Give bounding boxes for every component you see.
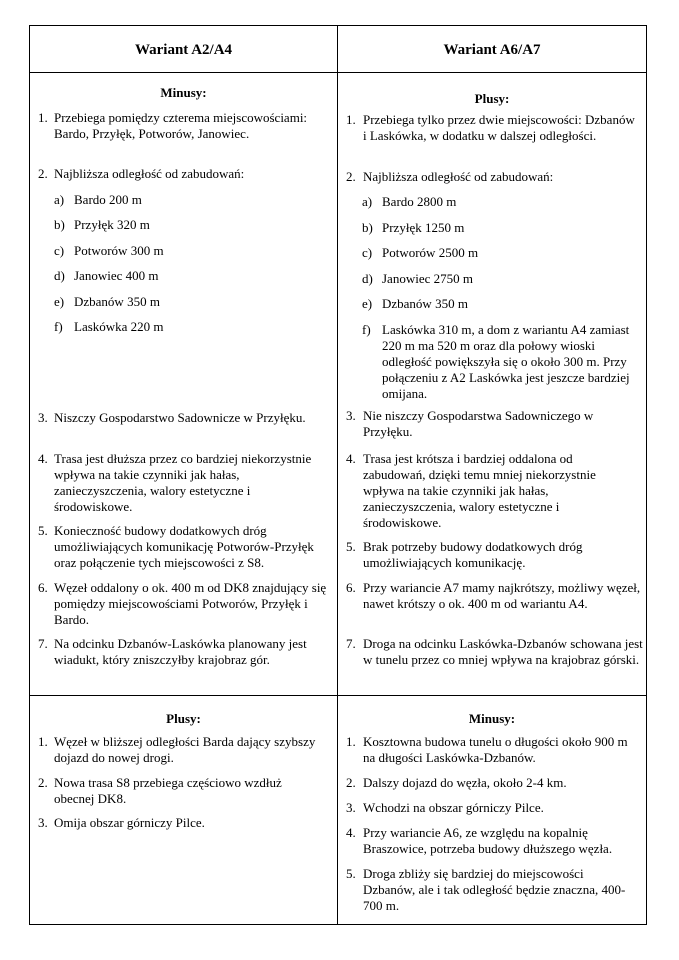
item-number: 6. [346, 580, 356, 595]
bottom-left-cell [30, 696, 337, 925]
item-text: Kosztowna budowa tunelu o długości około 900 m na długości Laskówka-Dzbanów. [363, 734, 628, 765]
item-text: Trasa jest dłuższa przez co bardziej niekorzystnie wpływa na takie czynniki jak hałas, zanieczyszczenia, walory estetyczne i środowiskowe. [54, 451, 312, 514]
item-text: Droga zbliży się bardziej do miejscowości Dzbanów, ale i tak odległość będzie znaczna, 400-700 m. [363, 866, 626, 913]
item-text: Dzbanów 350 m [382, 296, 468, 311]
item-number: 2. [346, 169, 356, 184]
item-text: Przyłęk 1250 m [382, 220, 465, 235]
top-left-cell [30, 73, 337, 695]
item-text: Laskówka 220 m [74, 319, 164, 334]
bottom-right-cell [338, 696, 646, 925]
item-number: 2. [38, 775, 48, 790]
item-number: 4. [346, 451, 356, 466]
item-number: 1. [38, 734, 48, 749]
item-number: 2. [346, 775, 356, 790]
item-text: Węzeł w bliższej odległości Barda dający szybszy dojazd do nowej drogi. [54, 734, 316, 765]
item-letter: c) [362, 245, 373, 260]
item-text: Na odcinku Dzbanów-Laskówka planowany jest wiadukt, który zniszczyłby krajobraz gór. [54, 636, 307, 667]
item-number: 3. [346, 800, 356, 815]
item-number: 1. [346, 734, 356, 749]
item-number: 7. [346, 636, 356, 651]
top-right-cell [338, 73, 646, 695]
item-number: 3. [346, 408, 356, 423]
item-number: 6. [38, 580, 48, 595]
item-text: Laskówka 310 m, a dom z wariantu A4 zamiast 220 m ma 520 m oraz dla połowy wioski odległość powiększyła się o około 300 m. Przy połączeniu z A2 Laskówka jest jeszcze bardziej omijana. [382, 322, 630, 401]
item-text: Przy wariancie A6, ze względu na kopalnię Braszowice, potrzeba budowy dłuższego węzła. [363, 825, 613, 856]
item-letter: c) [54, 243, 65, 258]
item-text: Potworów 2500 m [382, 245, 479, 260]
item-letter: b) [54, 217, 65, 232]
item-text: Przy wariancie A7 mamy najkrótszy, możliwy węzeł, nawet krótszy o ok. 400 m od wariantu A4. [363, 580, 641, 611]
item-text: Omija obszar górniczy Pilce. [54, 815, 205, 830]
item-text: Przyłęk 320 m [74, 217, 150, 232]
item-letter: f) [54, 319, 63, 334]
item-text: Wchodzi na obszar górniczy Pilce. [363, 800, 544, 815]
top-right-title: Plusy: [474, 91, 510, 106]
item-text: Dalszy dojazd do węzła, około 2-4 km. [363, 775, 567, 790]
item-number: 2. [38, 166, 48, 181]
item-text: Nie niszczy Gospodarstwa Sadowniczego w Przyłęku. [363, 408, 594, 439]
item-text: Węzeł oddalony o ok. 400 m od DK8 znajdujący się pomiędzy miejscowościami Potworów, Przyłęk i Bardo. [54, 580, 327, 627]
item-text: Niszczy Gospodarstwo Sadownicze w Przyłęku. [54, 410, 306, 425]
item-number: 5. [346, 539, 356, 554]
item-number: 5. [346, 866, 356, 881]
header-left: Wariant A2/A4 [134, 42, 233, 58]
header-right: Wariant A6/A7 [443, 42, 541, 58]
item-text: Przebiega pomiędzy czterema miejscowościami: Bardo, Przyłęk, Potworów, Janowiec. [54, 110, 308, 141]
top-left-title: Minusy: [160, 85, 207, 100]
item-letter: a) [362, 194, 373, 209]
item-text: Brak potrzeby budowy dodatkowych dróg umożliwiających komunikację. [363, 539, 583, 570]
item-letter: d) [54, 268, 65, 283]
item-number: 3. [38, 815, 48, 830]
item-number: 5. [38, 523, 48, 538]
item-text: Janowiec 400 m [74, 268, 159, 283]
item-text: Janowiec 2750 m [382, 271, 473, 286]
comparison-table [29, 25, 647, 925]
item-text: Przebiega tylko przez dwie miejscowości: Dzbanów i Laskówka, w dodatku w dalszej odległości. [363, 112, 635, 143]
bottom-right-title: Minusy: [468, 711, 516, 726]
item-letter: a) [54, 192, 65, 207]
item-letter: e) [362, 296, 373, 311]
item-number: 1. [346, 112, 356, 127]
item-number: 3. [38, 410, 48, 425]
item-text: Bardo 200 m [74, 192, 142, 207]
item-text: Konieczność budowy dodatkowych dróg umożliwiających komunikację Potworów-Przyłęk oraz połączenie tych miejscowości z S8. [54, 523, 314, 570]
item-number: 4. [38, 451, 48, 466]
item-text: Dzbanów 350 m [74, 294, 160, 309]
item-letter: e) [54, 294, 65, 309]
item-text: Nowa trasa S8 przebiega częściowo wzdłuż obecnej DK8. [54, 775, 282, 806]
item-letter: f) [362, 322, 371, 337]
bottom-left-title: Plusy: [166, 711, 201, 726]
item-text: Droga na odcinku Laskówka-Dzbanów schowana jest w tunelu przez co mniej wpływa na krajobraz górski. [363, 636, 643, 667]
item-number: 1. [38, 110, 48, 125]
item-text: Trasa jest krótsza i bardziej oddalona od zabudowań, dzięki temu mniej niekorzystnie wpływa na takie czynniki jak hałas, zanieczyszczenia, walory estetyczne i środowiskowe. [363, 451, 596, 530]
item-letter: b) [362, 220, 373, 235]
item-letter: d) [362, 271, 373, 286]
item-text: Najbliższa odległość od zabudowań: [363, 169, 554, 184]
item-text: Najbliższa odległość od zabudowań: [54, 166, 245, 181]
item-number: 4. [346, 825, 356, 840]
item-text: Potworów 300 m [74, 243, 164, 258]
item-text: Bardo 2800 m [382, 194, 457, 209]
item-number: 7. [38, 636, 48, 651]
